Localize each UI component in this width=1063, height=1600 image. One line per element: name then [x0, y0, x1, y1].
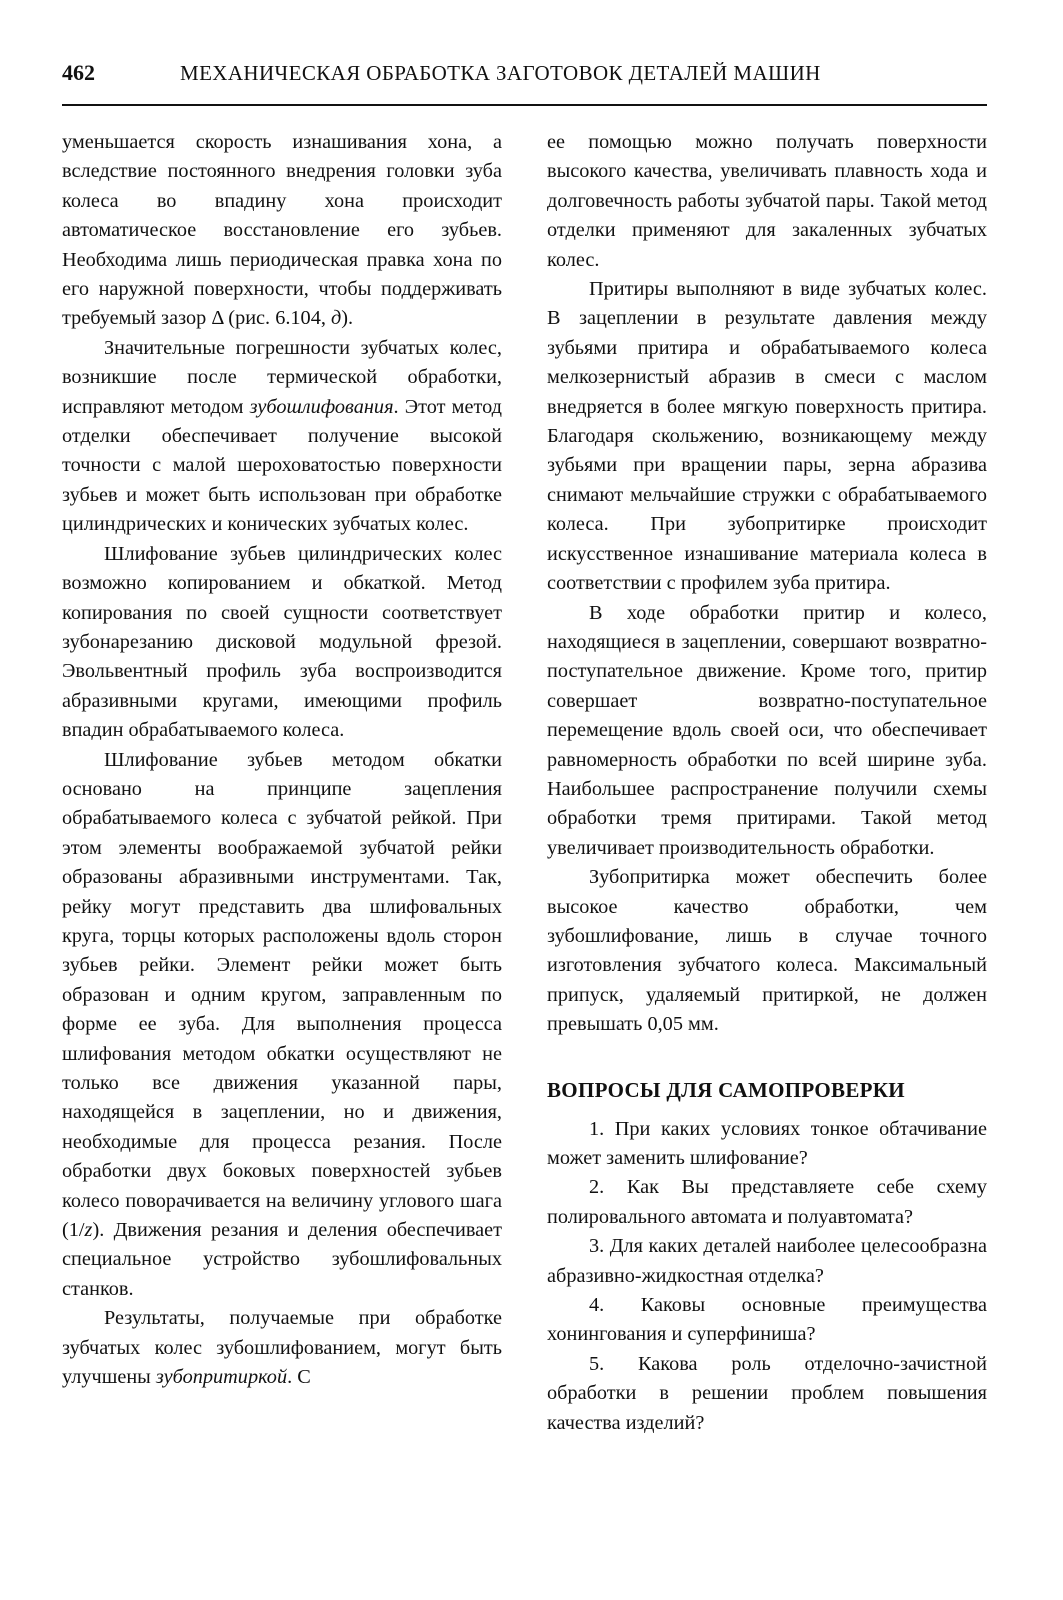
paragraph-text: Значительные погрешности зубчатых колес, возникшие после термической обработки, исправляют методом [62, 336, 502, 418]
paragraph-text: ). [341, 307, 354, 330]
paragraph: ее помощью можно получать поверхности высокого качества, увеличивать плавность хода и долговечность работы зубчатой пары. Такой метод отделки применяют для закаленных зубчатых колес. [547, 131, 987, 271]
left-column [62, 128, 502, 1438]
paragraph: Шлифование зубьев цилиндрических колес возможно копированием и обкаткой. Метод копирования по своей сущности соответствует зубонарезанию дисковой модульной фрезой. Эвольвентный профиль зуба воспроизводится абразивными кругами, имеющими профиль впадин обрабатываемого колеса. [62, 542, 502, 742]
question-list [547, 1115, 987, 1438]
paragraph-text: . С [287, 1366, 311, 1389]
question-item: 1. При каких условиях тонкое обтачивание может заменить шлифование? [547, 1117, 987, 1169]
paragraph: Зубопритирка может обеспечить более высокое качество обработки, чем зубошлифование, лишь в случае точного изготовления зубчатого колеса. Максимальный припуск, удаляемый притиркой, не должен превышать 0,05 мм. [547, 866, 987, 1036]
section-heading: ВОПРОСЫ ДЛЯ САМОПРОВЕРКИ [547, 1077, 905, 1102]
paragraph-text: уменьшается скорость изнашивания хона, а вследствие постоянного внедрения головки зуба колеса во впадину хона происходит автоматическое восстановление его зубьев. Необходима лишь периодическая правка хона по его наружной поверхности, чтобы поддерживать требуемый зазор Δ (рис. 6.104, [62, 131, 502, 330]
question-item: 5. Какова роль отделочно-зачистной обработки в решении проблем повышения качества изделий? [547, 1352, 987, 1434]
paragraph-text: Шлифование зубьев методом обкатки основано на принципе зацепления обрабатываемого колеса с зубчатой рейкой. При этом элементы воображаемой зубчатой рейки образованы абразивными инструментами. Так, рейку могут представить два шлифовальных круга, торцы которых расположены вдоль сторон зубьев рейки. Элемент рейки может быть образован и одним кругом, заправленным по форме ее зуба. Для выполнения процесса шлифования методом обкатки осуществляют не только все движения указанной пары, находящейся в зацеплении, но и движения, необходимые для процесса резания. После обработки двух боковых поверхностей зубьев колесо поворачивается на величину углового шага (1/ [62, 748, 502, 1242]
paragraph [62, 334, 502, 540]
paragraph-text: Результаты, получаемые при обработке зубчатых колес зубошлифованием, могут быть улучшены [62, 1307, 502, 1389]
italic-term: зубошлифования [249, 395, 394, 418]
italic-variable: z [84, 1219, 93, 1242]
paragraph: В ходе обработки притир и колесо, находящиеся в зацеплении, совершают возвратно-поступательное движение. Кроме того, притир совершает возвратно-поступательное перемещение вдоль своей оси, что обеспечивает равномерность обработки по всей ширине зуба. Наибольшее распространение получили схемы обработки тремя притирами. Такой метод увеличивает производительность обработки. [547, 601, 987, 859]
running-title: МЕХАНИЧЕСКАЯ ОБРАБОТКА ЗАГОТОВОК ДЕТАЛЕЙ МАШИН [180, 61, 821, 85]
text-columns [62, 128, 987, 1438]
page-number: 462 [62, 60, 95, 85]
paragraph [62, 128, 502, 334]
running-head [62, 60, 987, 106]
paragraph-text: ). Движения резания и деления обеспечивает специальное устройство зубошлифовальных станков. [62, 1219, 502, 1300]
question-item: 4. Каковы основные преимущества хонингования и суперфиниша? [547, 1294, 987, 1346]
paragraph-text: . Этот метод отделки обеспечивает получение высокой точности с малой шероховатостью поверхности зубьев и может быть использован при обработке цилиндрических и конических зубчатых колес. [62, 395, 502, 536]
question-item: 2. Как Вы представляете себе схему полировального автомата и полуавтомата? [547, 1176, 987, 1228]
italic-term: зубопритиркой [155, 1366, 288, 1389]
paragraph [62, 746, 502, 1305]
paragraph: Притиры выполняют в виде зубчатых колес. В зацеплении в результате давления между зубьями притира и обрабатываемого колеса мелкозернистый абразив в смеси с маслом внедряется в более мягкую поверхность притира. Благодаря скольжению, возникающему между зубьями при вращении пары, зерна абразива снимают мельчайшие стружки с обрабатываемого колеса. При зубопритирке происходит искусственное изнашивание материала колеса в соответствии с профилем зуба притира. [547, 278, 987, 595]
right-column [547, 128, 987, 1438]
figure-letter: д [330, 307, 342, 330]
paragraph [62, 1304, 502, 1392]
question-item: 3. Для каких деталей наиболее целесообразна абразивно-жидкостная отделка? [547, 1235, 987, 1287]
